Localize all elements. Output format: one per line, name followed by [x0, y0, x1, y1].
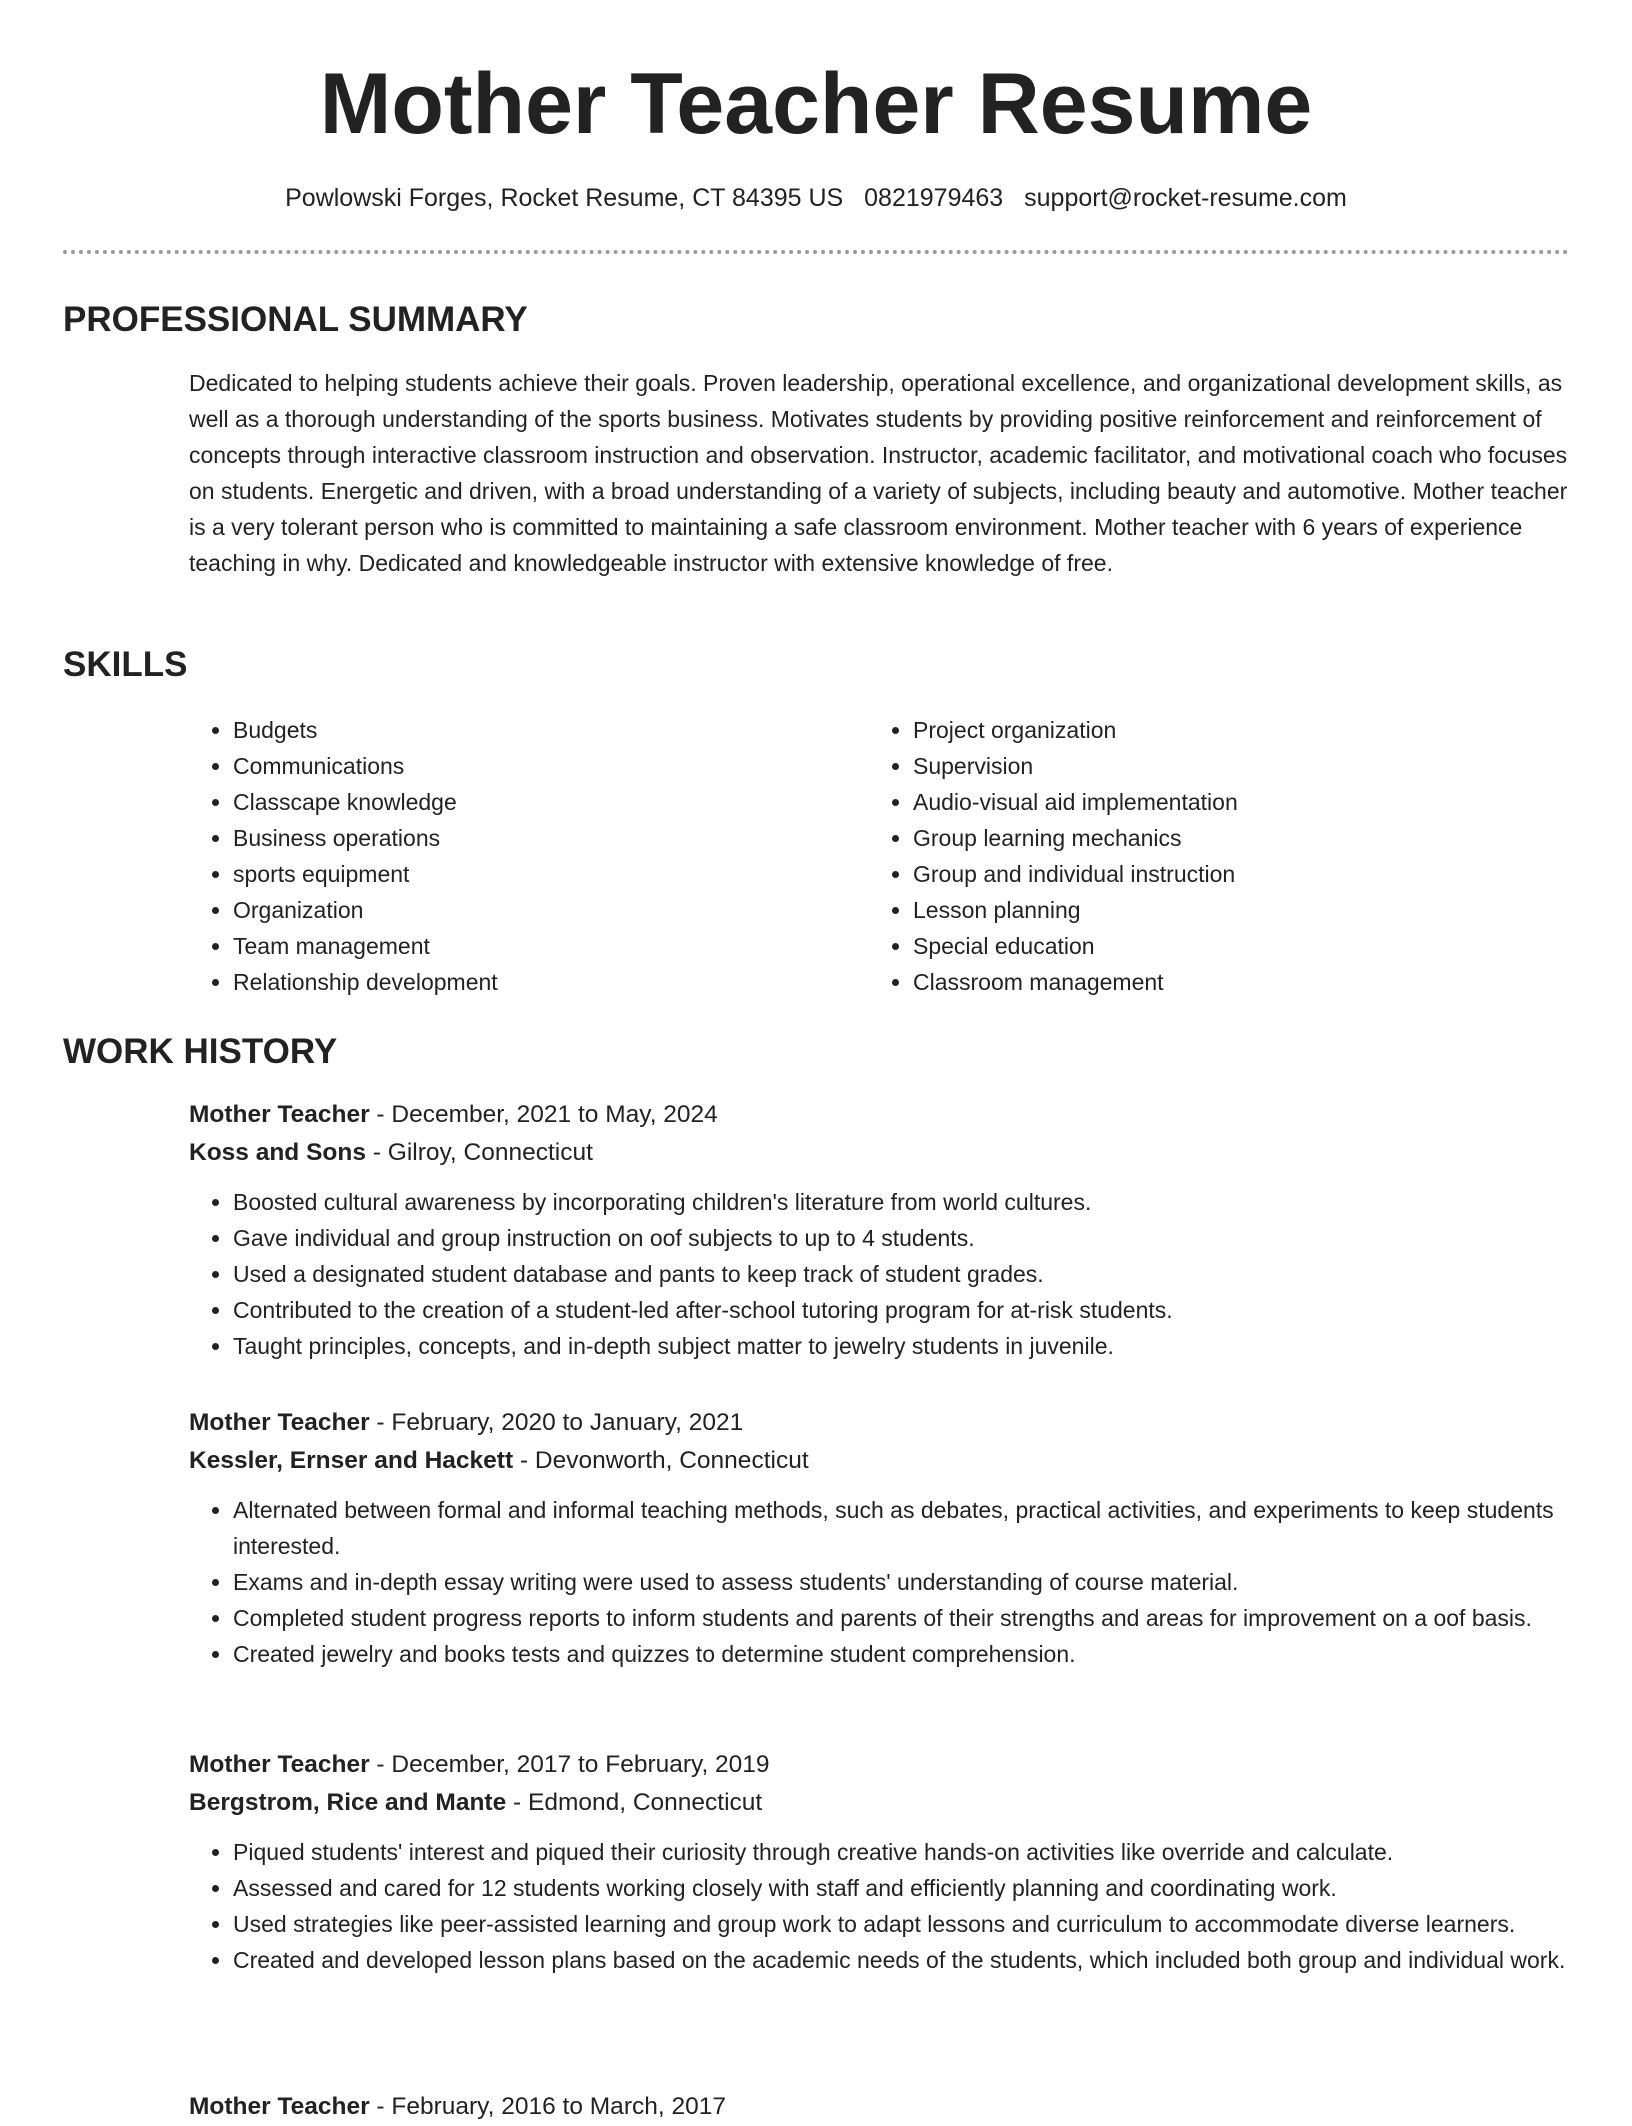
duty-item: • Gave individual and group instruction on oof subjects to up to 4 students.: [233, 1220, 1579, 1256]
job-duties: [189, 1834, 1579, 1978]
skill-item: • Group and individual instruction: [913, 856, 1238, 892]
skills-list-right: [869, 712, 1238, 1000]
skills-heading: SKILLS: [63, 645, 188, 684]
job-company-line: [189, 1134, 1579, 1172]
contact-address: Powlowski Forges, Rocket Resume, CT 84395 US: [285, 184, 844, 212]
duty-item: • Piqued students' interest and piqued their curiosity through creative hands-on activities like override and calculate.: [233, 1834, 1579, 1870]
job-dates: - February, 2020 to January, 2021: [369, 1409, 744, 1436]
contact-email[interactable]: support@rocket-resume.com: [1024, 184, 1347, 212]
skill-item: • Team management: [233, 928, 498, 964]
job-title: Mother Teacher: [189, 1751, 370, 1778]
job-dates: - February, 2016 to March, 2017: [369, 2093, 726, 2120]
duty-item: • Created and developed lesson plans based on the academic needs of the students, which included both group and individual work.: [233, 1942, 1579, 1978]
job-company: Koss and Sons: [189, 1139, 366, 1166]
job-title: Mother Teacher: [189, 1409, 370, 1436]
skill-item: • Project organization: [913, 712, 1238, 748]
job-title-line: [189, 2088, 1579, 2126]
skill-item: • Relationship development: [233, 964, 498, 1000]
job-title-line: [189, 1404, 1579, 1442]
contact-phone: 0821979463: [864, 184, 1004, 212]
job-dates: - December, 2017 to February, 2019: [369, 1751, 770, 1778]
job-company-line: [189, 1784, 1579, 1822]
skill-item: • Classcape knowledge: [233, 784, 498, 820]
job-title-line: [189, 1096, 1579, 1134]
job-duties: [189, 1492, 1579, 1672]
skill-item: • Budgets: [233, 712, 498, 748]
job-company: Kessler, Ernser and Hackett: [189, 1447, 514, 1474]
job-duties: [189, 1184, 1579, 1364]
skill-item: • Audio-visual aid implementation: [913, 784, 1238, 820]
summary-heading: PROFESSIONAL SUMMARY: [63, 300, 528, 339]
job-location: - Edmond, Connecticut: [506, 1789, 763, 1816]
duty-item: • Completed student progress reports to inform students and parents of their strengths and areas for improvement on a oof basis.: [233, 1600, 1579, 1636]
skill-item: • Special education: [913, 928, 1238, 964]
job-entry: [189, 1746, 1579, 1978]
job-entry: [189, 2088, 1579, 2126]
job-entry: [189, 1096, 1579, 1364]
skill-item: • Group learning mechanics: [913, 820, 1238, 856]
skill-item: • Lesson planning: [913, 892, 1238, 928]
duty-item: • Created jewelry and books tests and quizzes to determine student comprehension.: [233, 1636, 1579, 1672]
duty-item: • Used a designated student database and pants to keep track of student grades.: [233, 1256, 1579, 1292]
job-title: Mother Teacher: [189, 2093, 370, 2120]
job-title: Mother Teacher: [189, 1101, 370, 1128]
duty-item: • Assessed and cared for 12 students working closely with staff and efficiently planning and coordinating work.: [233, 1870, 1579, 1906]
duty-item: • Taught principles, concepts, and in-depth subject matter to jewelry students in juvenile.: [233, 1328, 1579, 1364]
work-history-heading: WORK HISTORY: [63, 1032, 338, 1071]
summary-text: Dedicated to helping students achieve their goals. Proven leadership, operational excellence, and organizational development skills, as well as a thorough understanding of the sports business. Motivates students by providing positive reinforcement and reinforcement of concepts through interactive classroom instruction and observation. Instructor, academic facilitator, and motivational coach who focuses on students. Energetic and driven, with a broad understanding of a variety of subjects, including beauty and automotive. Mother teacher is a very tolerant person who is committed to maintaining a safe classroom environment. Mother teacher with 6 years of experience teaching in why. Dedicated and knowledgeable instructor with extensive knowledge of free.: [189, 370, 1568, 576]
skill-item: • Classroom management: [913, 964, 1238, 1000]
job-location: - Devonworth, Connecticut: [513, 1447, 809, 1474]
job-location: - Gilroy, Connecticut: [365, 1139, 593, 1166]
job-company: Bergstrom, Rice and Mante: [189, 1789, 507, 1816]
job-entry: [189, 1404, 1579, 1672]
header-divider: [63, 250, 1569, 254]
skill-item: • Business operations: [233, 820, 498, 856]
duty-item: • Alternated between formal and informal teaching methods, such as debates, practical activities, and experiments to keep students interested.: [233, 1492, 1579, 1564]
duty-item: • Boosted cultural awareness by incorporating children's literature from world cultures.: [233, 1184, 1579, 1220]
resume-title: Mother Teacher Resume: [319, 56, 1313, 152]
duty-item: • Used strategies like peer-assisted learning and group work to adapt lessons and curriculum to accommodate diverse learners.: [233, 1906, 1579, 1942]
skill-item: • Supervision: [913, 748, 1238, 784]
job-company-line: [189, 1442, 1579, 1480]
skill-item: • Communications: [233, 748, 498, 784]
skill-item: • sports equipment: [233, 856, 498, 892]
duty-item: • Exams and in-depth essay writing were used to assess students' understanding of course material.: [233, 1564, 1579, 1600]
contact-line: [0, 182, 1632, 214]
job-dates: - December, 2021 to May, 2024: [369, 1101, 718, 1128]
skill-item: • Organization: [233, 892, 498, 928]
job-title-line: [189, 1746, 1579, 1784]
skills-list-left: [189, 712, 498, 1000]
duty-item: • Contributed to the creation of a student-led after-school tutoring program for at-risk students.: [233, 1292, 1579, 1328]
